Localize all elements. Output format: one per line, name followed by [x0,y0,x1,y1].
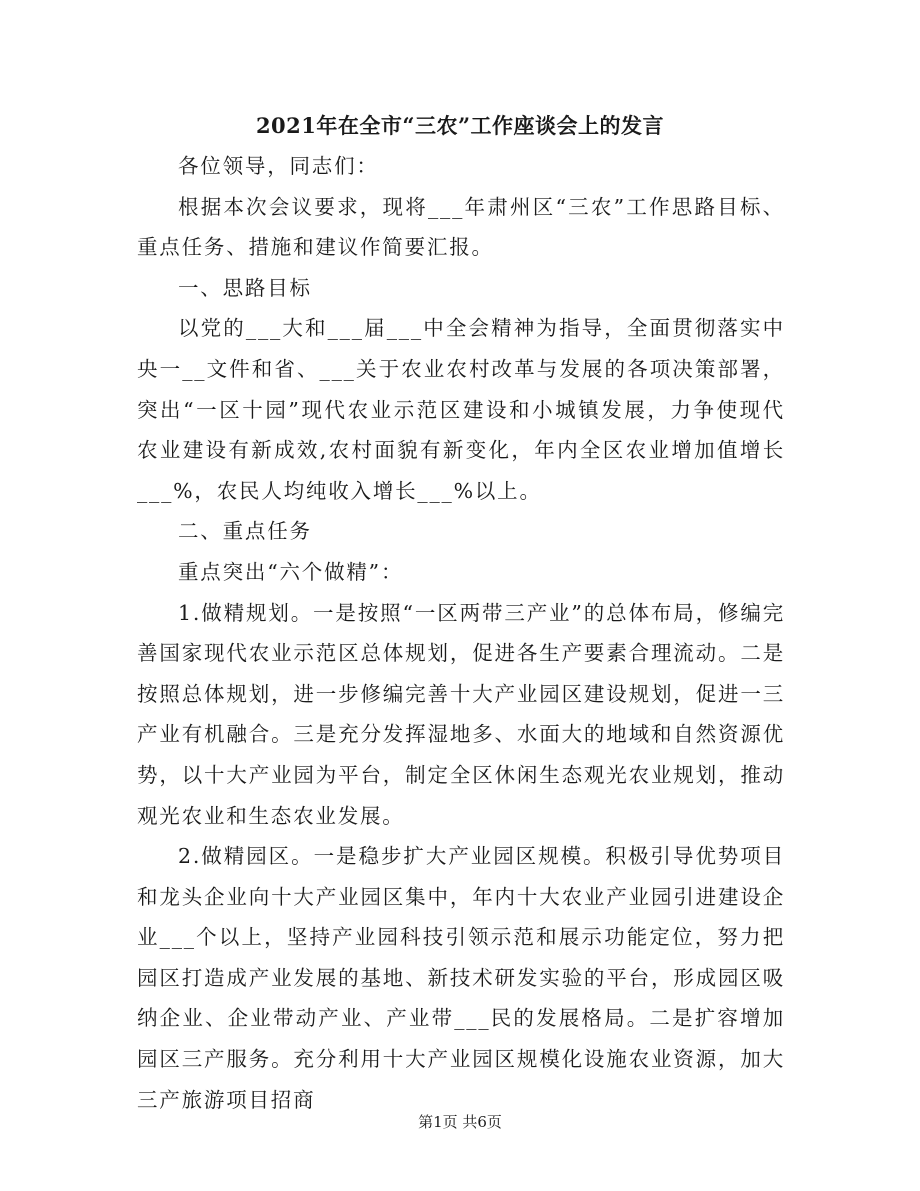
salutation-paragraph: 各位领导，同志们： [178,154,379,178]
task-planning-paragraph: 1.做精规划。一是按照“一区两带三产业”的总体布局，修编完善国家现代农业示范区总体规划，促进各生产要素合理流动。二是按照总体规划，进一步修编完善十大产业园区建设规划，促进一三产业有机融合。三是充分发挥湿地多、水面大的地域和自然资源优势，以十大产业园为平台，制定全区休闲生态观光农业规划，推动观光农业和生态农业发展。 [137,600,785,828]
document-body [137,146,785,1120]
section-heading-tasks: 二、重点任务 [178,519,312,544]
page-footer: 第1页 共6页 [418,1113,502,1131]
task-parks-paragraph: 2.做精园区。一是稳步扩大产业园区规模。积极引导优势项目和龙头企业向十大产业园区集中，年内十大农业产业园引进建设企业___个以上，坚持产业园科技引领示范和展示功能定位，努力把园区打造成产业发展的基地、新技术研发实验的平台，形成园区吸纳企业、企业带动产业、产业带___民的发展格局。二是扩容增加园区三产服务。充分利用十大产业园区规模化设施农业资源，加大三产旅游项目招商 [137,844,785,1112]
intro-paragraph: 根据本次会议要求，现将___年肃州区“三农”工作思路目标、重点任务、措施和建议作简要汇报。 [137,194,785,260]
section-heading-goals: 一、思路目标 [178,275,312,300]
tasks-intro-paragraph: 重点突出“六个做精”： [178,559,404,584]
document-title: 2021年在全市“三农”工作座谈会上的发言 [255,113,665,138]
goals-paragraph: 以党的___大和___届___中全会精神为指导，全面贯彻落实中央一__文件和省、___关于农业农村改革与发展的各项决策部署，突出“一区十园”现代农业示范区建设和小城镇发展，力争使现代农业建设有新成效,农村面貌有新变化，年内全区农业增加值增长___%，农民人均纯收入增长___%以上。 [137,316,785,503]
